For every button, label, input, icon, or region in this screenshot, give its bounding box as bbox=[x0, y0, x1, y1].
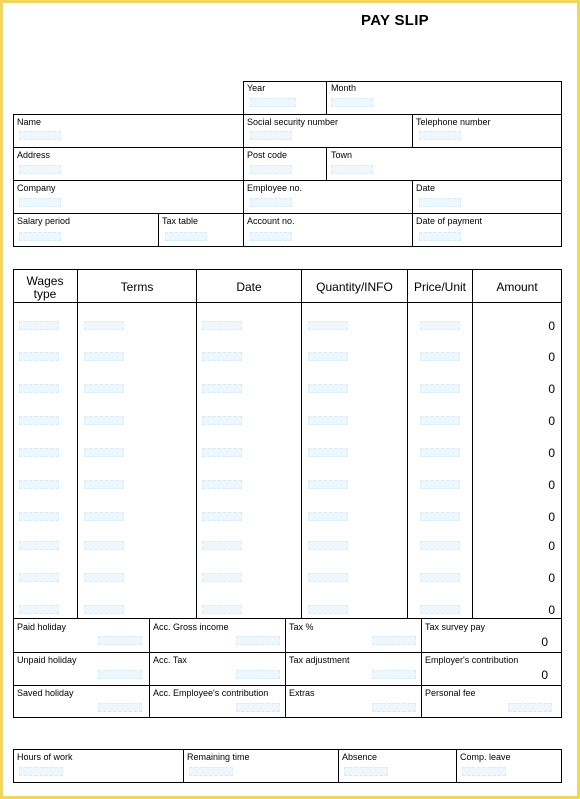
wages-type-field[interactable] bbox=[19, 321, 59, 330]
town-label: Town bbox=[331, 150, 353, 160]
year-field[interactable] bbox=[250, 98, 296, 107]
terms-field[interactable] bbox=[84, 573, 124, 582]
wages-type-field[interactable] bbox=[19, 541, 59, 550]
terms-field[interactable] bbox=[84, 448, 124, 457]
telephone-field[interactable] bbox=[419, 131, 461, 140]
name-field[interactable] bbox=[19, 131, 61, 140]
price-unit-field[interactable] bbox=[420, 352, 460, 361]
terms-field[interactable] bbox=[84, 605, 124, 614]
divider bbox=[13, 147, 562, 148]
tax-adjustment-field[interactable] bbox=[372, 670, 416, 679]
amount-value: 0 bbox=[548, 414, 555, 428]
date-field[interactable] bbox=[202, 352, 242, 361]
wages-type-field[interactable] bbox=[19, 573, 59, 582]
remaining-time-field[interactable] bbox=[189, 767, 233, 776]
tax-adjustment-label: Tax adjustment bbox=[289, 655, 350, 665]
quantity-info-field[interactable] bbox=[308, 416, 348, 425]
month-label: Month bbox=[331, 83, 357, 93]
price-unit-field[interactable] bbox=[420, 448, 460, 457]
salary-period-field[interactable] bbox=[19, 232, 61, 241]
date-field[interactable] bbox=[202, 416, 242, 425]
divider bbox=[158, 213, 159, 247]
price-unit-field[interactable] bbox=[420, 480, 460, 489]
wages-type-field[interactable] bbox=[19, 352, 59, 361]
date-field[interactable] bbox=[202, 605, 242, 614]
divider bbox=[149, 618, 150, 718]
divider bbox=[13, 213, 562, 214]
divider bbox=[412, 114, 413, 147]
name-label: Name bbox=[17, 117, 42, 127]
divider bbox=[421, 618, 422, 718]
divider bbox=[13, 180, 562, 181]
quantity-info-field[interactable] bbox=[308, 573, 348, 582]
divider bbox=[456, 749, 457, 783]
terms-field[interactable] bbox=[84, 480, 124, 489]
extras-label: Extras bbox=[289, 688, 315, 698]
paid-holiday-field[interactable] bbox=[98, 636, 142, 645]
wages-type-field[interactable] bbox=[19, 512, 59, 521]
account-no-label: Account no. bbox=[247, 216, 295, 226]
col-header-terms: Terms bbox=[120, 280, 154, 294]
telephone-label: Telephone number bbox=[416, 117, 491, 127]
price-unit-field[interactable] bbox=[420, 573, 460, 582]
personal-fee-field[interactable] bbox=[508, 703, 552, 712]
date-field[interactable] bbox=[202, 448, 242, 457]
saved-holiday-field[interactable] bbox=[98, 703, 142, 712]
col-header-wages-type: Wages type bbox=[26, 274, 64, 301]
date-field[interactable] bbox=[419, 198, 461, 207]
address-field[interactable] bbox=[19, 165, 61, 174]
amount-value: 0 bbox=[548, 571, 555, 585]
col-header-price-unit: Price/Unit bbox=[413, 280, 466, 294]
page-title: PAY SLIP bbox=[361, 12, 429, 29]
price-unit-field[interactable] bbox=[420, 541, 460, 550]
date-field[interactable] bbox=[202, 512, 242, 521]
terms-field[interactable] bbox=[84, 352, 124, 361]
amount-value: 0 bbox=[548, 510, 555, 524]
wages-type-field[interactable] bbox=[19, 480, 59, 489]
price-unit-field[interactable] bbox=[420, 321, 460, 330]
date-field[interactable] bbox=[202, 480, 242, 489]
unpaid-holiday-label: Unpaid holiday bbox=[17, 655, 77, 665]
tax-percent-field[interactable] bbox=[372, 636, 416, 645]
absence-field[interactable] bbox=[344, 767, 388, 776]
paid-holiday-label: Paid holiday bbox=[17, 622, 67, 632]
col-header-amount: Amount bbox=[496, 280, 538, 294]
acc-gross-income-field[interactable] bbox=[236, 636, 280, 645]
amount-value: 0 bbox=[548, 603, 555, 617]
acc-employees-contribution-field[interactable] bbox=[236, 703, 280, 712]
acc-tax-label: Acc. Tax bbox=[153, 655, 187, 665]
quantity-info-field[interactable] bbox=[308, 384, 348, 393]
date-field[interactable] bbox=[202, 573, 242, 582]
unpaid-holiday-field[interactable] bbox=[98, 670, 142, 679]
address-label: Address bbox=[17, 150, 51, 160]
quantity-info-field[interactable] bbox=[308, 448, 348, 457]
hours-of-work-field[interactable] bbox=[19, 767, 63, 776]
employers-contribution-label: Employer's contribution bbox=[425, 655, 519, 665]
tax-survey-pay-value: 0 bbox=[541, 635, 548, 649]
quantity-info-field[interactable] bbox=[308, 605, 348, 614]
date-field[interactable] bbox=[202, 384, 242, 393]
amount-value: 0 bbox=[548, 478, 555, 492]
remaining-time-label: Remaining time bbox=[187, 752, 250, 762]
acc-employees-contribution-label: Acc. Employee's contribution bbox=[153, 688, 269, 698]
terms-field[interactable] bbox=[84, 384, 124, 393]
price-unit-field[interactable] bbox=[420, 512, 460, 521]
quantity-info-field[interactable] bbox=[308, 352, 348, 361]
col-divider bbox=[77, 269, 78, 618]
wages-table-border bbox=[13, 269, 562, 718]
ssn-label: Social security number bbox=[247, 117, 339, 127]
comp-leave-field[interactable] bbox=[462, 767, 506, 776]
price-unit-field[interactable] bbox=[420, 605, 460, 614]
quantity-info-field[interactable] bbox=[308, 321, 348, 330]
terms-field[interactable] bbox=[84, 416, 124, 425]
employee-no-field[interactable] bbox=[250, 198, 292, 207]
month-field[interactable] bbox=[331, 98, 373, 107]
amount-value: 0 bbox=[548, 319, 555, 333]
hours-of-work-label: Hours of work bbox=[17, 752, 73, 762]
personal-fee-label: Personal fee bbox=[425, 688, 476, 698]
price-unit-field[interactable] bbox=[420, 384, 460, 393]
col-divider bbox=[407, 269, 408, 618]
tax-table-label: Tax table bbox=[162, 216, 199, 226]
terms-field[interactable] bbox=[84, 512, 124, 521]
date-label: Date bbox=[416, 183, 436, 193]
col-divider bbox=[472, 269, 473, 618]
divider bbox=[183, 749, 184, 783]
account-no-field[interactable] bbox=[250, 232, 292, 241]
extras-field[interactable] bbox=[372, 703, 416, 712]
acc-tax-field[interactable] bbox=[236, 670, 280, 679]
wages-type-field[interactable] bbox=[19, 605, 59, 614]
col-header-quantity-info: Quantity/INFO bbox=[316, 280, 393, 294]
divider bbox=[285, 618, 286, 718]
date-of-payment-label: Date of payment bbox=[416, 216, 483, 226]
header-divider bbox=[13, 302, 562, 303]
year-label: Year bbox=[247, 83, 266, 93]
company-field[interactable] bbox=[19, 198, 61, 207]
employers-contribution-value: 0 bbox=[541, 668, 548, 682]
terms-field[interactable] bbox=[84, 321, 124, 330]
wages-type-field[interactable] bbox=[19, 448, 59, 457]
quantity-info-field[interactable] bbox=[308, 541, 348, 550]
divider bbox=[13, 685, 562, 686]
saved-holiday-label: Saved holiday bbox=[17, 688, 74, 698]
wages-type-field[interactable] bbox=[19, 416, 59, 425]
divider bbox=[338, 749, 339, 783]
date-field[interactable] bbox=[202, 541, 242, 550]
absence-label: Absence bbox=[342, 752, 378, 762]
amount-value: 0 bbox=[548, 539, 555, 553]
date-of-payment-field[interactable] bbox=[419, 232, 461, 241]
amount-value: 0 bbox=[548, 382, 555, 396]
price-unit-field[interactable] bbox=[420, 416, 460, 425]
divider bbox=[13, 618, 562, 619]
wages-type-field[interactable] bbox=[19, 384, 59, 393]
employee-no-label: Employee no. bbox=[247, 183, 303, 193]
comp-leave-label: Comp. leave bbox=[460, 752, 511, 762]
divider bbox=[412, 180, 413, 247]
post-code-label: Post code bbox=[247, 150, 288, 160]
col-header-date: Date bbox=[236, 280, 262, 294]
tax-table-field[interactable] bbox=[165, 232, 207, 241]
salary-period-label: Salary period bbox=[17, 216, 71, 226]
divider bbox=[326, 81, 327, 115]
company-label: Company bbox=[17, 183, 56, 193]
divider bbox=[326, 147, 327, 180]
post-code-field[interactable] bbox=[250, 165, 292, 174]
acc-gross-income-label: Acc. Gross income bbox=[153, 622, 229, 632]
quantity-info-field[interactable] bbox=[308, 512, 348, 521]
col-divider bbox=[301, 269, 302, 618]
divider bbox=[243, 114, 244, 247]
tax-survey-pay-label: Tax survey pay bbox=[425, 622, 486, 632]
tax-percent-label: Tax % bbox=[289, 622, 314, 632]
date-field[interactable] bbox=[202, 321, 242, 330]
amount-value: 0 bbox=[548, 446, 555, 460]
quantity-info-field[interactable] bbox=[308, 480, 348, 489]
town-field[interactable] bbox=[331, 165, 373, 174]
ssn-field[interactable] bbox=[250, 131, 292, 140]
terms-field[interactable] bbox=[84, 541, 124, 550]
amount-value: 0 bbox=[548, 350, 555, 364]
divider bbox=[13, 652, 562, 653]
col-divider bbox=[196, 269, 197, 618]
